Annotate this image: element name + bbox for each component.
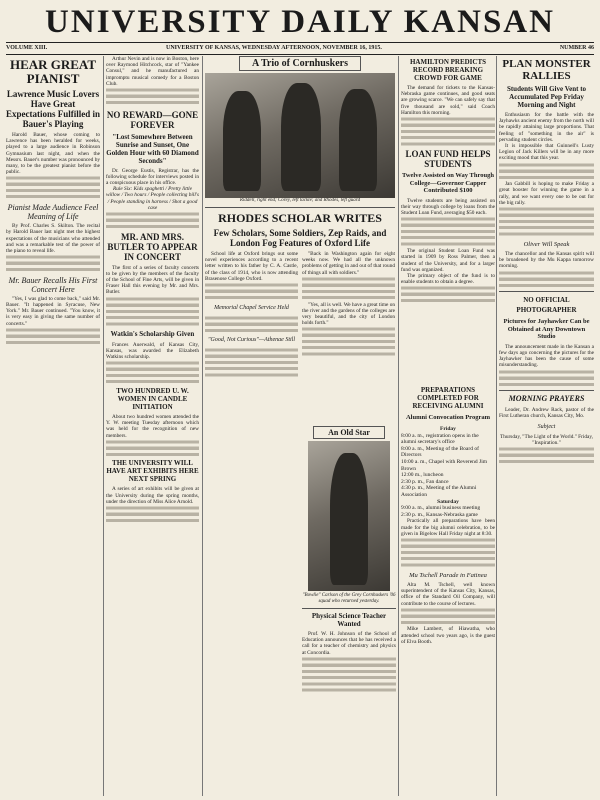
column-rule: [496, 56, 497, 796]
article-text: [401, 116, 495, 147]
article-text: School life at Oxford brings out some novel experiences according to a recent letter written to his father by C. A. Castle, of the class of 1914, who is now attending Brasenose College Oxford.: [205, 251, 298, 282]
cornhuskers-photo: [205, 73, 395, 198]
article-text: [205, 315, 298, 334]
article-text: "Yes, all is well. We have a great time on the river and the gardens of the colleges are very beautiful, and the city of London holds forth.": [302, 301, 395, 327]
program-item: 2:30 p. m., Fan dance: [401, 478, 449, 485]
italic-subhead: Mu Tschell Parade in Fatinea: [409, 571, 487, 579]
alumni-block: [401, 384, 495, 796]
article-text: [499, 369, 594, 388]
photo-caption: "Bowlie" Carlson of the Grey Cornhuskers '06 squad who returned yesterday.: [302, 593, 396, 604]
article-text: About two hundred women attended the Y. W. meeting Tuesday afternoon which was held for the recognition of new members.: [106, 414, 199, 439]
place-date: UNIVERSITY OF KANSAS, WEDNESDAY AFTERNOON, NOVEMBER 16, 1915.: [166, 45, 382, 51]
subhead-alumni: Alumni Convocation Program: [405, 414, 491, 421]
boxed-headline: NO REWARD—GONE FOREVER: [106, 109, 199, 130]
headline-rallies: PLAN MONSTER RALLIES: [502, 58, 591, 82]
article-text: [499, 270, 594, 289]
subject-label: Subject: [537, 423, 556, 430]
old-star-block: [302, 424, 396, 796]
article-subcolumn: [205, 251, 298, 379]
issue-number: NUMBER 46: [559, 45, 594, 51]
photo-title: A Trio of Cornhuskers: [239, 56, 361, 71]
subhead-loan-fund: Twelve Assisted on Way Through College—Governor Capper Contributed $100: [402, 172, 494, 195]
player-figure: [223, 91, 261, 191]
headline-loan-fund: LOAN FUND HELPS STUDENTS: [405, 149, 491, 170]
article-text: "Back in Washington again for eight weeks now. We had all the unknown problems of getting in and out of that round of things all with soldiers.": [302, 251, 395, 276]
headline-hamilton: HAMILTON PREDICTS RECORD BREAKING CROWD FOR GAME: [409, 58, 487, 82]
headline-pianist: HEAR GREAT PIANIST: [9, 57, 97, 86]
subhead-rallies: Students Will Give Vent to Accumulated Pep Friday Morning and Night: [506, 85, 587, 109]
article-text: Prof. W. H. Johnson of the School of Education announces that he has received a call for a teacher of chemistry and physics at Concordia.: [302, 631, 396, 656]
article-text: Leader, Dr. Andrew Rack, pastor of the First Lutheran church, Kansas City, Mo.: [499, 407, 594, 420]
divider: [205, 207, 395, 208]
article-text: [205, 347, 298, 378]
column-rule: [398, 56, 399, 796]
article-text: Practically all preparations have been made for the big alumni celebration, to be given in Bigelow Hall Friday night at 8:30.: [401, 518, 495, 537]
column-rule: [202, 56, 203, 796]
friday-program: [401, 433, 495, 499]
program-item: 9:00 a. m., alumni business meeting: [401, 505, 481, 512]
box-subhead: "Lost Somewhere Between Sunrise and Sunset, One Golden Hour with 60 Diamond Seconds": [106, 132, 199, 165]
column-6: [499, 56, 594, 796]
article-text: Enthusiasm for the battle with the Jayhawks ancient enemy from the north will be rapidly attaining large proportions. That feeling of "something in the air" is pervading student circles.: [499, 112, 594, 143]
article-text: [106, 505, 199, 524]
program-item: 8:00 a. m., Meeting of the Board of Directors: [401, 445, 479, 459]
article-text: [401, 216, 495, 247]
program-day-label: Friday: [440, 426, 456, 432]
italic-subhead: "Good, Not Curious"—Athenae Still: [207, 337, 296, 344]
article-text: The chancellor and the Kansas spirit will be broadened by the Mu Kappa tomorrow morning.: [499, 251, 594, 270]
article-text: A series of art exhibits will be given at the University during the spring months, under the direction of Miss Alice Arnold.: [106, 486, 199, 505]
program-item: 2:30 p. m., Kansas-Nebraska game: [401, 511, 478, 518]
article-text: The announcement made in the Kansan a few days ago concerning the pictures for the Jayhawker has been the cause of some misunderstanding.: [499, 343, 594, 369]
article-text: [401, 607, 495, 626]
player-figure: [339, 89, 377, 191]
article-text: By Prof. Charles S. Skilton. The recital by Harold Bauer last night met the highest expectations of the musicians who attended and was a remarkable test of the power of the piano to reveal life.: [6, 223, 100, 255]
article-text: [401, 537, 495, 568]
article-text: [302, 656, 396, 693]
italic-subhead: Oliver Will Speak: [523, 241, 570, 249]
column-rule: [103, 56, 104, 796]
photo-caption: Riddell, right end; Corey, left tackle; and Rhodes, left guard: [239, 198, 361, 203]
article-text: Jan Gabbill is hoping to make Friday a great booster for winning the game in a rally, and we want every one to be out for the big rally.: [499, 181, 594, 206]
subhead-photographer: Pictures for Jayhawker Can be Obtained at Any Downtown Studio: [503, 318, 590, 341]
program-item: 8:00 a. m., registration opens in the alumni secretary's office: [401, 432, 479, 446]
article-text: Mike Lambert, of Hiawatha, who attended school two years ago, is the guest of Elva Booth.: [401, 626, 495, 645]
headline-prayers: MORNING PRAYERS: [508, 394, 585, 404]
newspaper-page: [6, 4, 594, 796]
volume-label: VOLUME XIII.: [6, 45, 48, 51]
article-text: [499, 162, 594, 181]
old-star-title: An Old Star: [313, 426, 385, 439]
article-text: "Yes, I was glad to come back," said Mr. Bauer. "It happened in Syracuse, New York." Mr. Bauer continued. "You know, it is very easy in giving the same number of concerts.": [6, 295, 100, 327]
program-item: 10:00 a. m., Chapel with Reverend Jim Brown: [401, 458, 487, 472]
subhead-pianist: Lawrence Music Lovers Have Great Expectations Fulfilled in Bauer's Playing: [6, 89, 100, 129]
article-text: The primary object of the fund is to enable students to obtain a degree.: [401, 272, 495, 286]
headline-butler-concert: MR. AND MRS. BUTLER TO APPEAR IN CONCERT: [107, 231, 198, 262]
headline-photographer: NO OFFICIAL PHOTOGRAPHER: [516, 296, 577, 315]
article-text: [106, 211, 199, 230]
article-text: Alta M. Tschell, well known superintendent of the Kansas City, Kansas, office of the Standard Oil Company, will contribute to the course of lectures.: [401, 581, 495, 607]
program-item: 4:30 p. m., Meeting of the Alumni Association: [401, 485, 477, 498]
program-item: 12:00 m., luncheon: [401, 472, 444, 479]
article-text: [401, 285, 495, 304]
article-text: [302, 276, 395, 301]
article-text: Twelve students are being assisted on their way through college by loans from the Student Loan Fund, averaging $50 each.: [401, 197, 495, 216]
article-subcolumn: [302, 251, 395, 379]
article-text: [6, 175, 100, 200]
divider: [499, 291, 594, 292]
article-text: [499, 206, 594, 237]
article-text: The demand for tickets to the Kansas-Nebraska game continues, and good seats are growing scarce. "We can safely say that five thousand are sold," said Coach Hamilton this morning.: [401, 85, 495, 116]
player-figure: [330, 453, 368, 585]
article-text: [6, 254, 100, 273]
article-text: Arthur Nevin and is now in Boston, here over Raymond Hitchcock, star of "Yankee Consul," and he manufactured an impromptu musical comedy for a Boston Club.: [106, 56, 199, 87]
headline-rhodes: RHODES SCHOLAR WRITES: [218, 211, 382, 225]
article-text: The first of a series of faculty concerts to be given by the members of the faculty of the School of Fine Arts, will be given in Fraser Hall this evening by Mr. and Mrs. Butler.: [106, 264, 199, 296]
article-text: [106, 360, 199, 385]
article-text: Harold Bauer, whose coming to Lawrence has been heralded for weeks, played to a large audience in Robinson Gymnasium last night, and when the Messrs. Bauer's number was pronounced by many, to be the greatest pianist before the public.: [6, 132, 100, 176]
article-text: [302, 326, 395, 357]
article-text: [106, 439, 199, 458]
article-text: [499, 446, 594, 465]
headline-candle: TWO HUNDRED U. W. WOMEN IN CANDLE INITIATION: [116, 387, 189, 412]
article-text: [106, 296, 199, 327]
article-text: [6, 327, 100, 346]
subject-text: Thursday, "The Light of the World." Friday, "Inspiration.": [500, 433, 593, 446]
divider: [499, 390, 594, 391]
headline-science-teacher: Physical Science Teacher Wanted: [311, 612, 387, 628]
article-text: Dr. George Eustis, Registrar, has the following schedule for interviews posted in a conspicuous place in his office.: [106, 167, 199, 187]
subhead-rhodes: Few Scholars, Some Soldiers, Zep Raids, and London Fog Features of Oxford Life: [213, 228, 387, 248]
headline-art-exhibits: THE UNIVERSITY WILL HAVE ART EXHIBITS HERE NEXT SPRING: [106, 459, 199, 484]
italic-subhead: Mr. Bauer Recalls His First Concert Here: [8, 275, 98, 294]
program-day-label: Saturday: [437, 498, 459, 505]
divider: [302, 608, 396, 609]
article-text: The original Student Loan Fund was started in 1909 by Ross Palmer, then a student of the University, and for a larger fund was organized.: [401, 248, 495, 273]
player-figure: [281, 83, 321, 191]
italic-subhead: Pianist Made Audience Feel Meaning of Life: [7, 203, 99, 222]
article-text: Frances Auerwald, of Kansas City, Kansas, was awarded the Elizabeth Watkins scholarship.: [106, 341, 199, 361]
saturday-program: [401, 505, 495, 518]
italic-subhead: Memorial Chapel Service Held: [214, 304, 289, 311]
article-text: [205, 282, 298, 301]
headline-scholarship: Watkin's Scholarship Given: [110, 329, 195, 338]
old-star-photo: [308, 441, 390, 591]
column-2: [106, 56, 199, 796]
masthead-title: UNIVERSITY DAILY KANSAN: [45, 4, 555, 40]
verse-text: Rule Six: Kids spaghetti / Pretty little willow / Two hours / People collecting bill's / People standing in harness / Shot a good case: [106, 186, 199, 211]
dateline-bar: [6, 42, 594, 55]
column-1: [6, 56, 100, 796]
headline-alumni: PREPARATIONS COMPLETED FOR RECEIVING ALUMNI: [412, 386, 484, 410]
article-text: [106, 87, 199, 106]
two-column-article: [205, 251, 395, 379]
article-text: It is impossible that Guinnell's Lusty Legion of Jack Killers will be in any more exciting mood that this year.: [499, 143, 594, 162]
